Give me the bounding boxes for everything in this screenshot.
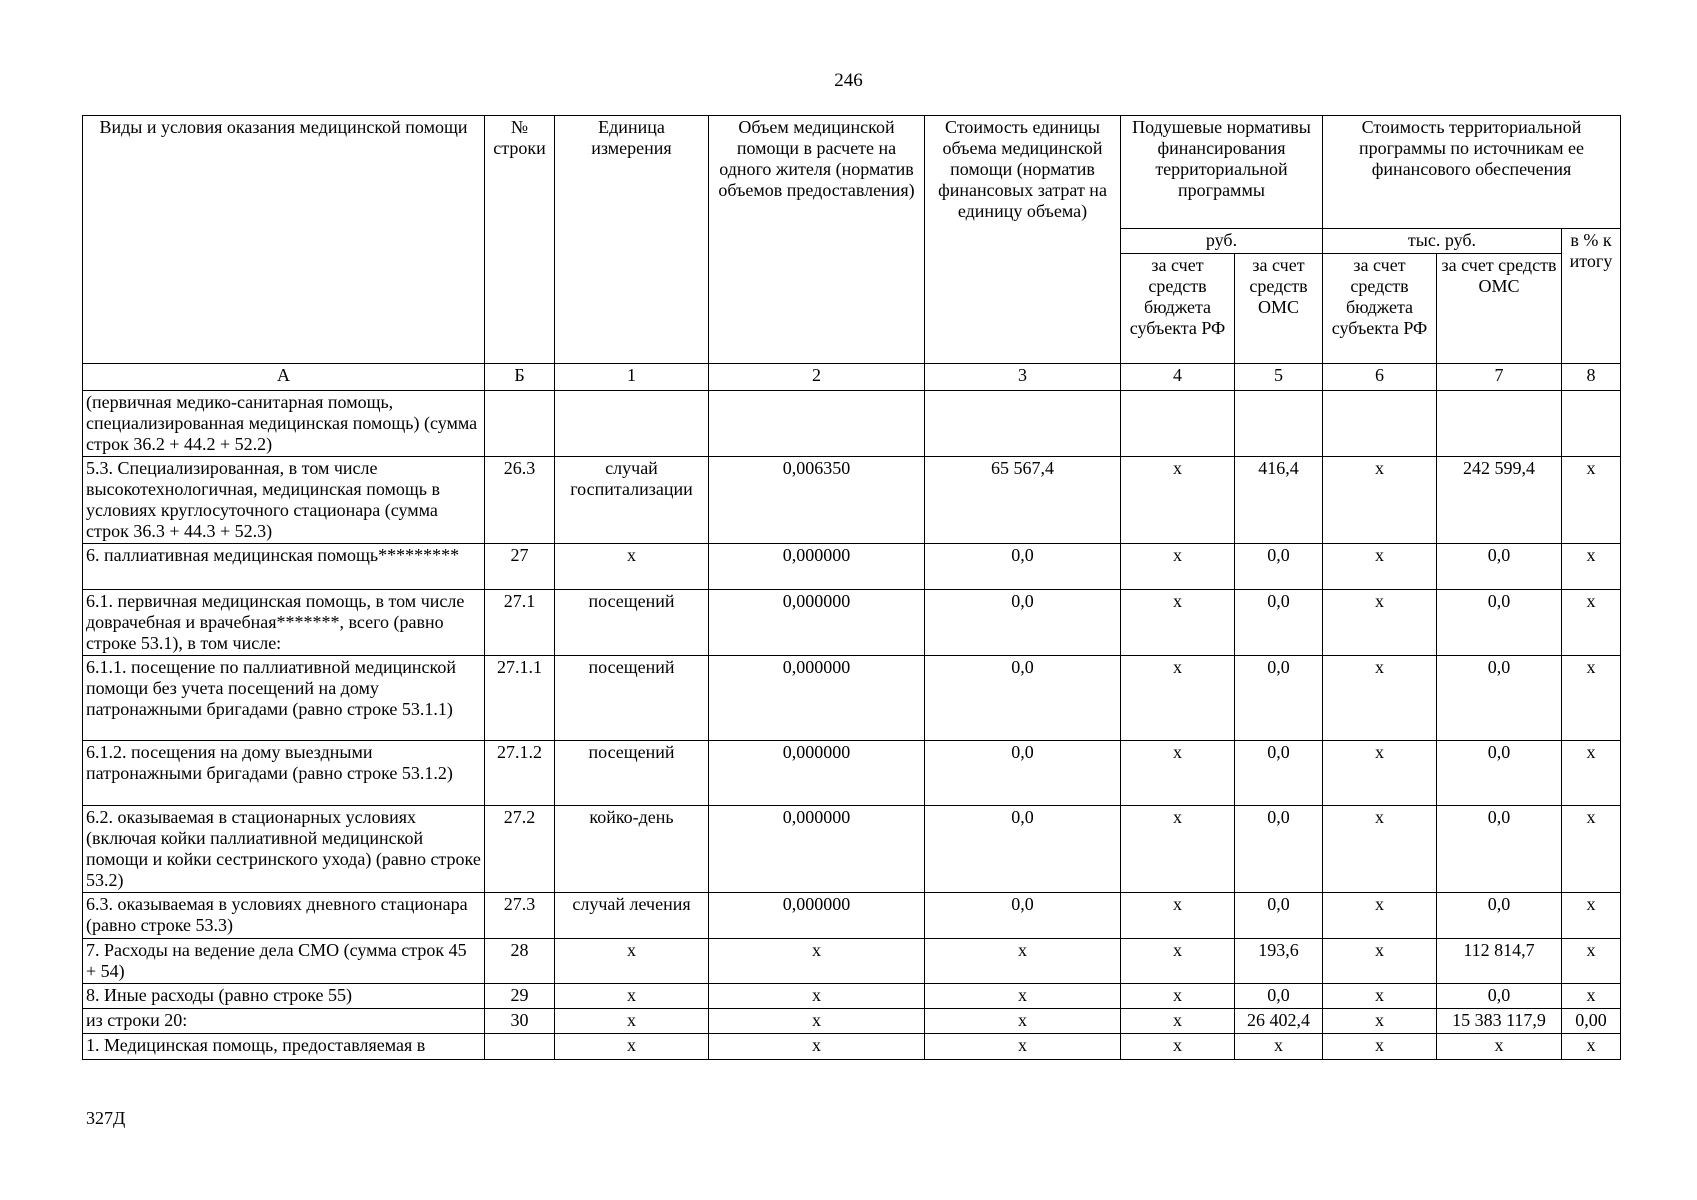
table-cell: 0,000000 bbox=[709, 741, 925, 806]
col-num: 2 bbox=[709, 364, 925, 391]
table-cell: 0,0 bbox=[925, 544, 1121, 590]
table-cell: х bbox=[555, 984, 709, 1009]
table-cell: случай госпитализации bbox=[555, 457, 709, 544]
header-unit-cost: Стоимость единицы объема медицинской помощи (норматив финансовых затрат на единицу объема) bbox=[925, 116, 1121, 364]
table-cell: 0,0 bbox=[925, 590, 1121, 656]
table-cell: х bbox=[925, 1034, 1121, 1060]
table-cell: х bbox=[1121, 741, 1235, 806]
table-row bbox=[83, 741, 1621, 806]
table-cell: х bbox=[709, 939, 925, 984]
table-cell: х bbox=[1323, 893, 1437, 939]
col-num: 5 bbox=[1235, 364, 1323, 391]
col-num: 8 bbox=[1562, 364, 1621, 391]
table-cell: 30 bbox=[485, 1009, 555, 1034]
table-cell: х bbox=[1235, 1034, 1323, 1060]
table-cell bbox=[1121, 391, 1235, 457]
table-row bbox=[83, 984, 1621, 1009]
table-cell bbox=[555, 391, 709, 457]
table-cell: 242 599,4 bbox=[1437, 457, 1562, 544]
table-cell: х bbox=[1121, 939, 1235, 984]
table-row bbox=[83, 457, 1621, 544]
table-cell: 26 402,4 bbox=[1235, 1009, 1323, 1034]
table-cell: х bbox=[1323, 590, 1437, 656]
header-row-number: № строки bbox=[485, 116, 555, 364]
header-oms-thous: за счет средств ОМС bbox=[1437, 254, 1562, 364]
table-cell: х bbox=[1121, 984, 1235, 1009]
table-cell: 0,000000 bbox=[709, 656, 925, 741]
header-care-types: Виды и условия оказания медицинской помощи bbox=[83, 116, 485, 364]
table-row bbox=[83, 893, 1621, 939]
table-row bbox=[83, 544, 1621, 590]
table-cell: 0,0 bbox=[1235, 893, 1323, 939]
page-number: 246 bbox=[834, 70, 863, 91]
row-description: из строки 20: bbox=[83, 1009, 485, 1034]
col-num: 1 bbox=[555, 364, 709, 391]
table-cell: х bbox=[709, 984, 925, 1009]
col-num: 4 bbox=[1121, 364, 1235, 391]
table-cell bbox=[709, 391, 925, 457]
table-row bbox=[83, 806, 1621, 893]
table-cell: 27.1.2 bbox=[485, 741, 555, 806]
table-cell: 0,0 bbox=[1437, 893, 1562, 939]
table-cell: х bbox=[1121, 1034, 1235, 1060]
table-cell: х bbox=[925, 984, 1121, 1009]
row-description: 5.3. Специализированная, в том числе высокотехнологичная, медицинская помощь в условиях круглосуточного стационара (сумма строк 36.3 + 44.3 + 52.3) bbox=[83, 457, 485, 544]
table-cell: 0,0 bbox=[1437, 984, 1562, 1009]
col-num: 3 bbox=[925, 364, 1121, 391]
col-num: Б bbox=[485, 364, 555, 391]
table-cell: х bbox=[709, 1009, 925, 1034]
table-cell: х bbox=[1121, 893, 1235, 939]
row-description: 8. Иные расходы (равно строке 55) bbox=[83, 984, 485, 1009]
table-cell: 0,0 bbox=[1235, 590, 1323, 656]
table-cell: 112 814,7 bbox=[1437, 939, 1562, 984]
table-row bbox=[83, 1009, 1621, 1034]
table-cell: 0,000000 bbox=[709, 893, 925, 939]
row-description: 6. паллиативная медицинская помощь********* bbox=[83, 544, 485, 590]
table-row bbox=[83, 590, 1621, 656]
row-description: 6.2. оказываемая в стационарных условиях (включая койки паллиативной медицинской помощи и койки сестринского ухода) (равно строке 53.2) bbox=[83, 806, 485, 893]
table-cell: х bbox=[1562, 590, 1621, 656]
table-cell: 0,0 bbox=[1437, 741, 1562, 806]
table-cell: 0,0 bbox=[1235, 806, 1323, 893]
table-cell: посещений bbox=[555, 656, 709, 741]
table-cell: 0,0 bbox=[1437, 544, 1562, 590]
row-description: 6.1.1. посещение по паллиативной медицинской помощи без учета посещений на дому патронажными бригадами (равно строке 53.1.1) bbox=[83, 656, 485, 741]
table-cell: х bbox=[1323, 984, 1437, 1009]
table-cell: х bbox=[1562, 984, 1621, 1009]
table-cell bbox=[1323, 391, 1437, 457]
table-cell: 29 bbox=[485, 984, 555, 1009]
header-volume: Объем медицинской помощи в расчете на одного жителя (норматив объемов предоставления) bbox=[709, 116, 925, 364]
table-cell: х bbox=[1121, 457, 1235, 544]
table-cell: х bbox=[1323, 1034, 1437, 1060]
table-cell bbox=[485, 391, 555, 457]
table-cell: 0,0 bbox=[1235, 984, 1323, 1009]
row-description: 6.1.2. посещения на дому выездными патронажными бригадами (равно строке 53.1.2) bbox=[83, 741, 485, 806]
table-cell: 0,006350 bbox=[709, 457, 925, 544]
col-num: 6 bbox=[1323, 364, 1437, 391]
table-cell: х bbox=[1323, 457, 1437, 544]
table-cell: 0,0 bbox=[1235, 544, 1323, 590]
table-cell: 0,000000 bbox=[709, 806, 925, 893]
table-cell: 0,0 bbox=[925, 656, 1121, 741]
table-cell: х bbox=[1121, 590, 1235, 656]
table-cell: 0,0 bbox=[925, 893, 1121, 939]
table-cell: случай лечения bbox=[555, 893, 709, 939]
table-cell: х bbox=[1562, 893, 1621, 939]
table-cell: 26.3 bbox=[485, 457, 555, 544]
table-cell: посещений bbox=[555, 741, 709, 806]
document-code: 327Д bbox=[86, 1108, 126, 1128]
table-cell: х bbox=[555, 1009, 709, 1034]
table-cell: 0,0 bbox=[925, 806, 1121, 893]
table-cell: х bbox=[925, 939, 1121, 984]
table-row bbox=[83, 656, 1621, 741]
col-num: А bbox=[83, 364, 485, 391]
table-cell: х bbox=[1121, 656, 1235, 741]
table-row bbox=[83, 1034, 1621, 1060]
table-cell: х bbox=[1323, 656, 1437, 741]
table-cell: х bbox=[1562, 741, 1621, 806]
table-cell: 27 bbox=[485, 544, 555, 590]
table-cell: 65 567,4 bbox=[925, 457, 1121, 544]
table-cell: 27.1.1 bbox=[485, 656, 555, 741]
table-cell: 0,0 bbox=[1235, 656, 1323, 741]
table-cell: койко-день bbox=[555, 806, 709, 893]
table-cell: 0,0 bbox=[1437, 806, 1562, 893]
table-cell: х bbox=[555, 544, 709, 590]
table-cell: 0,0 bbox=[1235, 741, 1323, 806]
table-cell: х bbox=[1562, 656, 1621, 741]
table-cell bbox=[925, 391, 1121, 457]
table-cell: 28 bbox=[485, 939, 555, 984]
header-budget-thous: за счет средств бюджета субъекта РФ bbox=[1323, 254, 1437, 364]
header-per-capita: Подушевые нормативы финансирования территориальной программы bbox=[1121, 116, 1323, 229]
table-cell: х bbox=[1323, 806, 1437, 893]
table-cell: 0,0 bbox=[925, 741, 1121, 806]
header-thous-rub: тыс. руб. bbox=[1323, 229, 1562, 254]
table-cell: 416,4 bbox=[1235, 457, 1323, 544]
table-cell: х bbox=[1562, 544, 1621, 590]
table-cell: х bbox=[555, 1034, 709, 1060]
medical-care-table bbox=[82, 115, 1621, 1060]
table-cell: 0,0 bbox=[1437, 590, 1562, 656]
table-cell bbox=[1562, 391, 1621, 457]
table-cell: посещений bbox=[555, 590, 709, 656]
row-description: 1. Медицинская помощь, предоставляемая в bbox=[83, 1034, 485, 1060]
table-cell: х bbox=[1562, 939, 1621, 984]
col-num: 7 bbox=[1437, 364, 1562, 391]
table-cell: 0,0 bbox=[1437, 656, 1562, 741]
header-budget: за счет средств бюджета субъекта РФ bbox=[1121, 254, 1235, 364]
header-percent: в % к итогу bbox=[1562, 229, 1621, 364]
table-cell: 27.2 bbox=[485, 806, 555, 893]
table-cell: 27.3 bbox=[485, 893, 555, 939]
table-cell bbox=[1235, 391, 1323, 457]
row-description: 6.3. оказываемая в условиях дневного стационара (равно строке 53.3) bbox=[83, 893, 485, 939]
table-cell: 0,000000 bbox=[709, 544, 925, 590]
column-numbers-row bbox=[83, 364, 1621, 391]
table-cell: х bbox=[925, 1009, 1121, 1034]
table-cell: х bbox=[1323, 1009, 1437, 1034]
header-program-cost: Стоимость территориальной программы по источникам ее финансового обеспечения bbox=[1323, 116, 1621, 229]
table-cell: х bbox=[1562, 1034, 1621, 1060]
table-cell: х bbox=[1323, 741, 1437, 806]
table-row bbox=[83, 391, 1621, 457]
table-cell: х bbox=[1437, 1034, 1562, 1060]
row-description: 7. Расходы на ведение дела СМО (сумма строк 45 + 54) bbox=[83, 939, 485, 984]
table-cell: х bbox=[709, 1034, 925, 1060]
row-description: (первичная медико-санитарная помощь, специализированная медицинская помощь) (сумма строк 36.2 + 44.2 + 52.2) bbox=[83, 391, 485, 457]
table-cell: х bbox=[1323, 544, 1437, 590]
header-rub: руб. bbox=[1121, 229, 1323, 254]
table-cell: х bbox=[555, 939, 709, 984]
table-cell bbox=[1437, 391, 1562, 457]
table-cell: х bbox=[1562, 806, 1621, 893]
header-oms: за счет средств ОМС bbox=[1235, 254, 1323, 364]
table-cell: 15 383 117,9 bbox=[1437, 1009, 1562, 1034]
table-row bbox=[83, 939, 1621, 984]
row-description: 6.1. первичная медицинская помощь, в том числе доврачебная и врачебная*******, всего (равно строке 53.1), в том числе: bbox=[83, 590, 485, 656]
table-cell: 193,6 bbox=[1235, 939, 1323, 984]
table-cell: х bbox=[1562, 457, 1621, 544]
header-unit: Единица измерения bbox=[555, 116, 709, 364]
table-cell bbox=[485, 1034, 555, 1060]
table-cell: 0,000000 bbox=[709, 590, 925, 656]
table-cell: 27.1 bbox=[485, 590, 555, 656]
table-cell: х bbox=[1121, 1009, 1235, 1034]
table-cell: х bbox=[1121, 806, 1235, 893]
table-cell: х bbox=[1121, 544, 1235, 590]
table-cell: 0,00 bbox=[1562, 1009, 1621, 1034]
table-cell: х bbox=[1323, 939, 1437, 984]
